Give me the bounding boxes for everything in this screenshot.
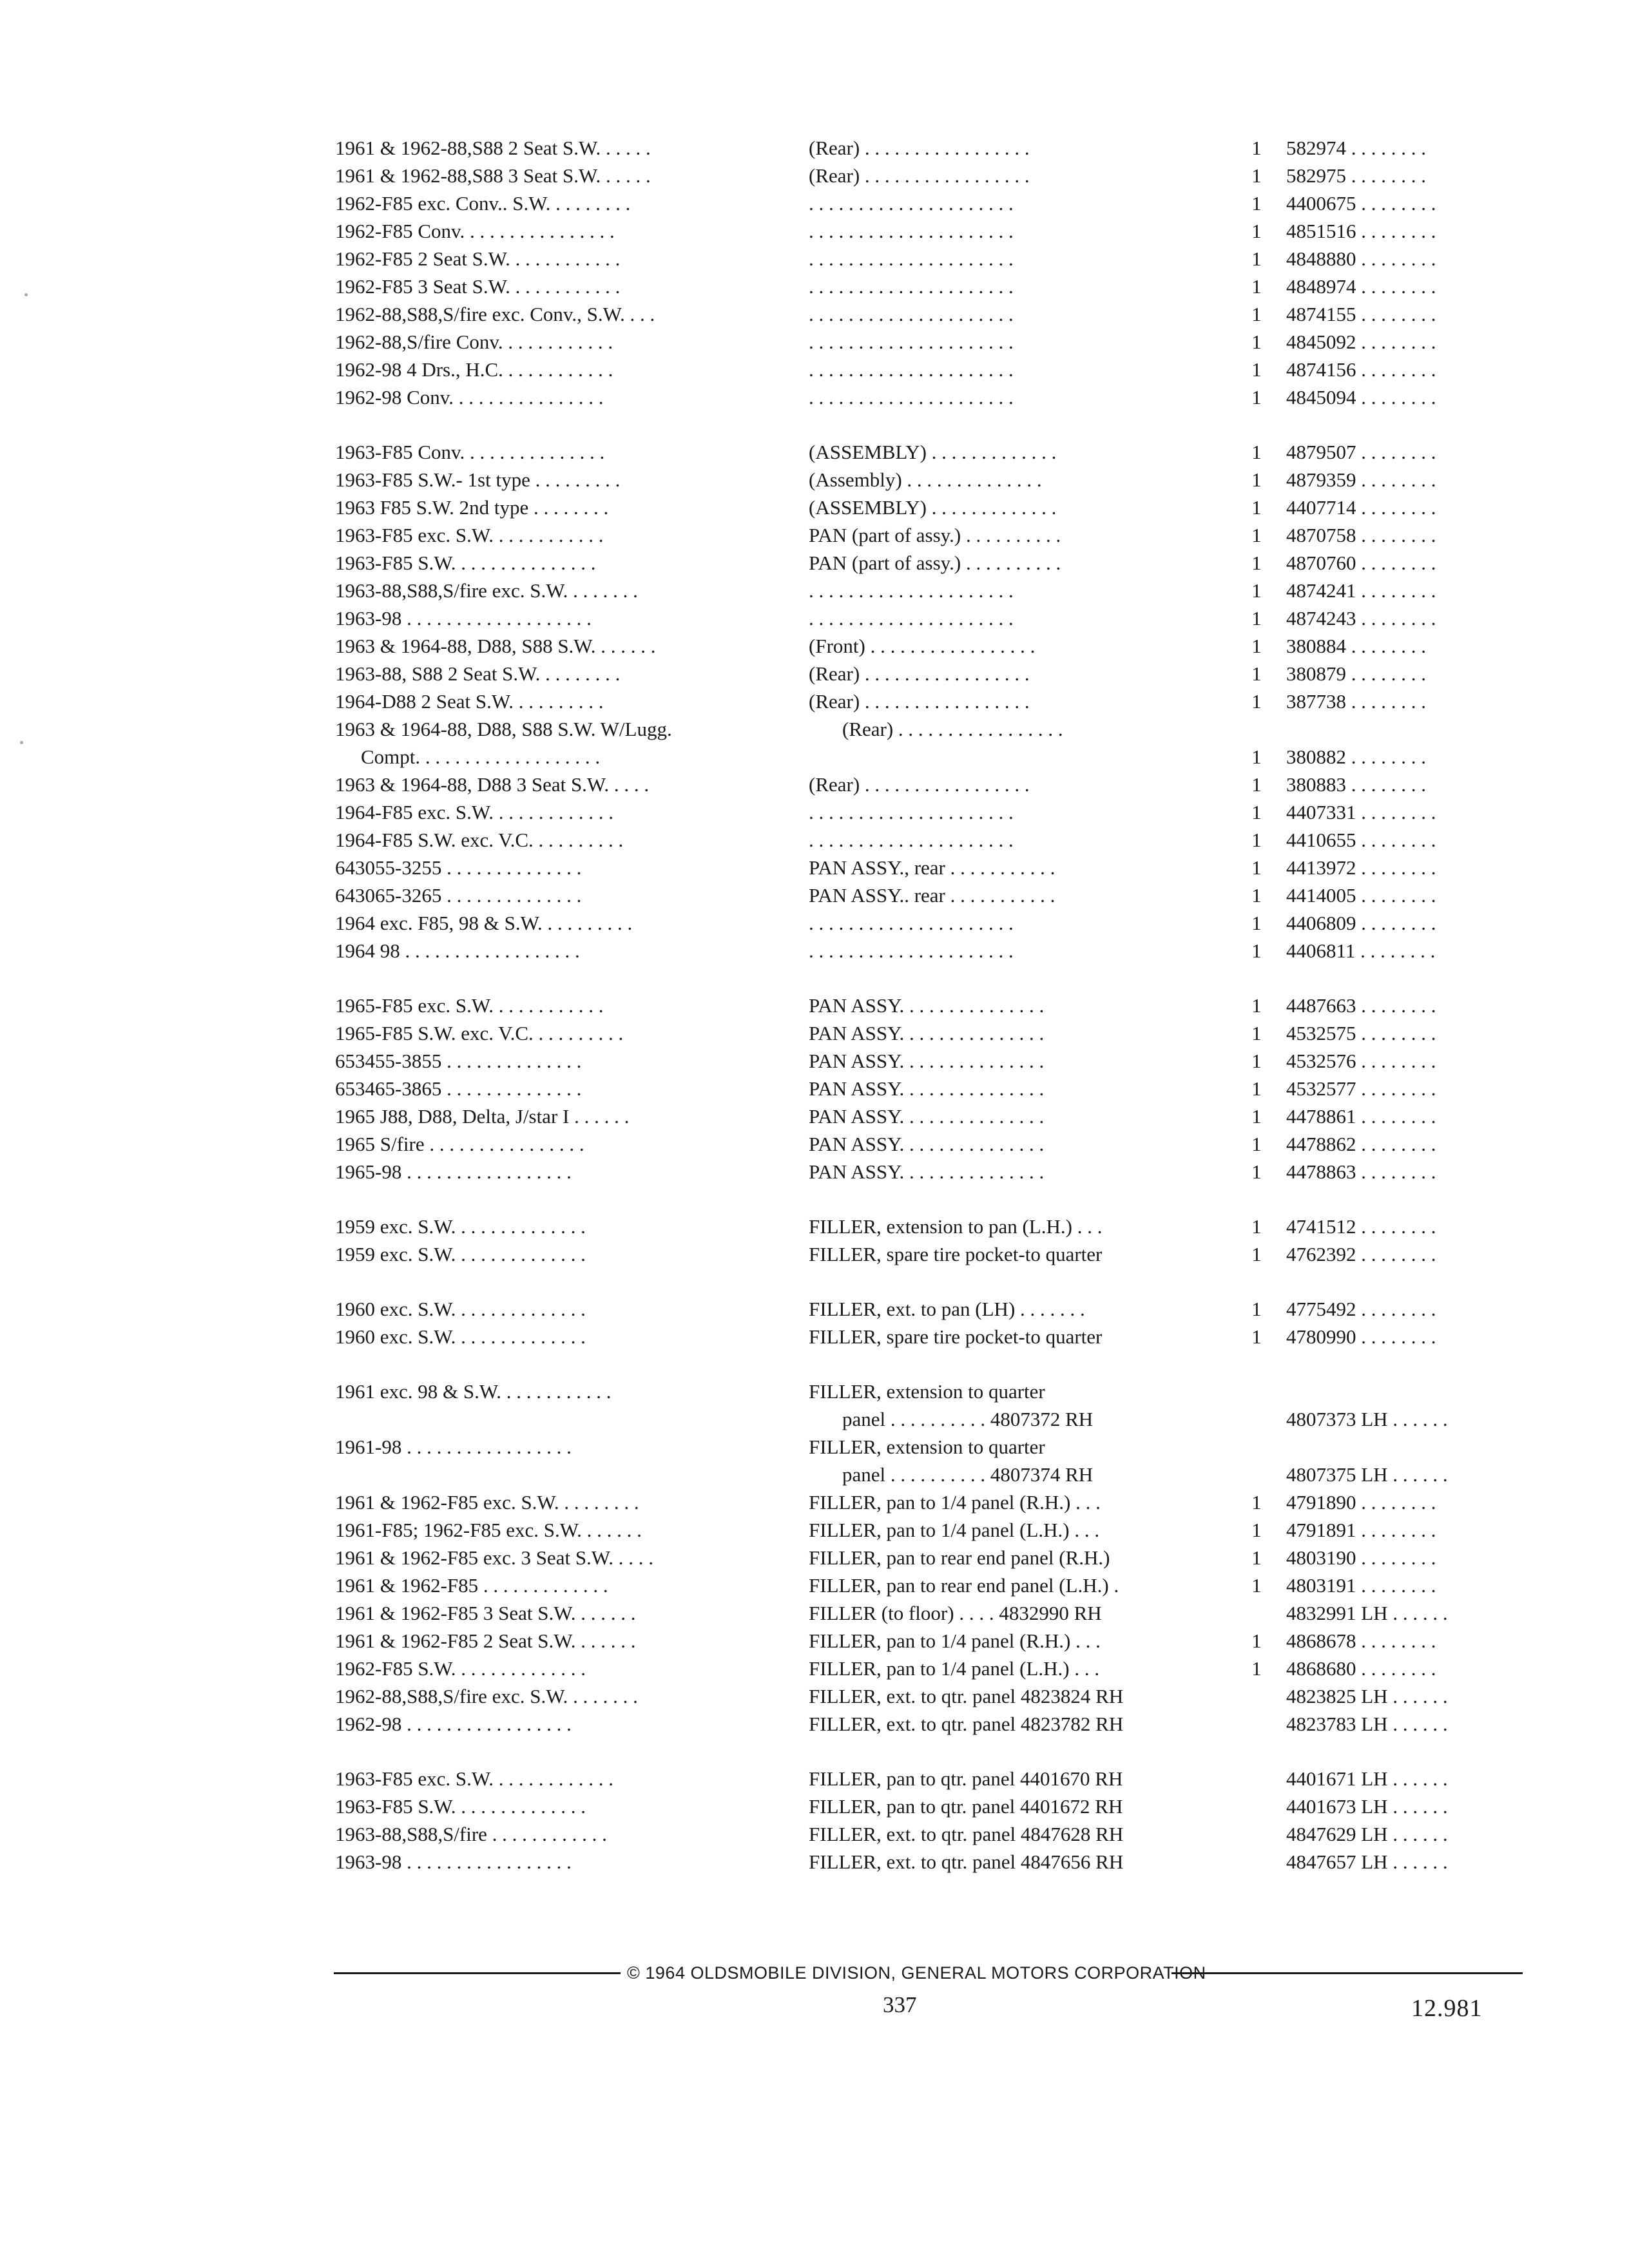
model-cell: 1964 98 . . . . . . . . . . . . . . . . . . (335, 939, 580, 962)
model-cell: 1961-F85; 1962-F85 exc. S.W. . . . . . . (335, 1519, 642, 1541)
description-cell: . . . . . . . . . . . . . . . . . . . . . (809, 303, 1014, 325)
table-row (335, 356, 1534, 383)
description-cell: FILLER, spare tire pocket-to quarter (809, 1325, 1103, 1348)
table-row (335, 632, 1534, 660)
model-cell: 1963-F85 exc. S.W. . . . . . . . . . . . . (335, 1767, 613, 1790)
description-cell: FILLER, pan to 1/4 panel (L.H.) . . . (809, 1519, 1100, 1541)
table-row (335, 1075, 1534, 1102)
description-cell: (Rear) . . . . . . . . . . . . . . . . . (809, 137, 1030, 159)
description-cell: FILLER, ext. to qtr. panel 4847656 RH (809, 1850, 1124, 1873)
table-row (335, 687, 1534, 715)
part-number-cell: 380884 . . . . . . . . (1286, 635, 1426, 657)
catalog-group (335, 1295, 1534, 1350)
description-cell: FILLER, pan to 1/4 panel (R.H.) . . . (809, 1491, 1101, 1514)
table-row (335, 937, 1534, 965)
table-row (335, 798, 1534, 826)
part-number-cell: 4532575 . . . . . . . . (1286, 1022, 1436, 1044)
table-row (335, 162, 1534, 189)
catalog-group (335, 438, 1534, 965)
model-cell: 1961-98 . . . . . . . . . . . . . . . . . (335, 1436, 572, 1458)
part-number-cell: 4487663 . . . . . . . . (1286, 994, 1436, 1017)
table-row (335, 1571, 1534, 1599)
table-row (335, 1130, 1534, 1158)
description-cell: PAN ASSY. . . . . . . . . . . . . . . (809, 1077, 1045, 1100)
model-cell (335, 715, 780, 771)
quantity-cell: 1 (1251, 331, 1262, 353)
part-number-cell: 4870760 . . . . . . . . (1286, 552, 1436, 574)
section-number: 12.981 (1411, 1995, 1483, 2022)
quantity-cell: 1 (1251, 275, 1262, 298)
table-row (335, 494, 1534, 521)
quantity-cell: 1 (1251, 994, 1262, 1017)
description-cell: . . . . . . . . . . . . . . . . . . . . . (809, 607, 1014, 629)
model-cell: 653465-3865 . . . . . . . . . . . . . . (335, 1077, 582, 1100)
part-number-cell: 4870758 . . . . . . . . (1286, 524, 1436, 546)
model-cell: 1963-88, S88 2 Seat S.W. . . . . . . . . (335, 662, 621, 685)
quantity-cell: 1 (1251, 579, 1262, 602)
table-row (335, 577, 1534, 604)
model-cell: 1961 & 1962-88,S88 2 Seat S.W. . . . . . (335, 137, 651, 159)
part-number-cell: 4532576 . . . . . . . . (1286, 1050, 1436, 1072)
description-cell: PAN ASSY., rear . . . . . . . . . . . (809, 856, 1055, 879)
part-number-cell: 4401671 LH . . . . . . (1286, 1767, 1448, 1790)
table-row (335, 1047, 1534, 1075)
description-cell: . . . . . . . . . . . . . . . . . . . . . (809, 331, 1014, 353)
quantity-cell: 1 (1251, 247, 1262, 270)
part-number-cell: 380879 . . . . . . . . (1286, 662, 1426, 685)
description-cell-line-1: FILLER, extension to quarter (809, 1436, 1045, 1458)
model-cell: 1965 S/fire . . . . . . . . . . . . . . . . (335, 1133, 584, 1155)
quantity-cell: 1 (1251, 1629, 1262, 1652)
description-cell: . . . . . . . . . . . . . . . . . . . . . (809, 801, 1014, 823)
table-row (335, 1516, 1534, 1544)
part-number-cell: 4803191 . . . . . . . . (1286, 1574, 1436, 1597)
model-cell: 1960 exc. S.W. . . . . . . . . . . . . . (335, 1325, 586, 1348)
description-cell: . . . . . . . . . . . . . . . . . . . . . (809, 220, 1014, 242)
page-number: 337 (883, 1992, 917, 2017)
table-row (335, 466, 1534, 494)
part-number-cell: 4406809 . . . . . . . . (1286, 912, 1436, 934)
quantity-cell: 1 (1251, 1243, 1262, 1265)
model-cell: 1963-F85 S.W.- 1st type . . . . . . . . . (335, 468, 621, 491)
model-cell: 1965 J88, D88, Delta, J/star I . . . . . . (335, 1105, 630, 1128)
part-number-cell: 4845094 . . . . . . . . (1286, 386, 1436, 408)
part-number-cell: 4879359 . . . . . . . . (1286, 468, 1436, 491)
model-cell: 1961 & 1962-88,S88 3 Seat S.W. . . . . . (335, 164, 651, 187)
description-cell: PAN (part of assy.) . . . . . . . . . . (809, 524, 1061, 546)
model-cell: 1965-98 . . . . . . . . . . . . . . . . . (335, 1160, 572, 1183)
quantity-cell: 1 (1251, 1160, 1262, 1183)
part-number-cell: 4791891 . . . . . . . . (1286, 1519, 1436, 1541)
quantity-cell: 1 (1251, 884, 1262, 907)
part-number-cell: 4807373 LH . . . . . . (1286, 1408, 1448, 1430)
description-cell: . . . . . . . . . . . . . . . . . . . . . (809, 275, 1014, 298)
model-cell: 1961 exc. 98 & S.W. . . . . . . . . . . . (335, 1380, 612, 1403)
model-cell: 1963-88,S88,S/fire exc. S.W. . . . . . . . (335, 579, 638, 602)
model-cell: 1962-F85 Conv. . . . . . . . . . . . . . . . (335, 220, 615, 242)
part-number-cell: 4414005 . . . . . . . . (1286, 884, 1436, 907)
quantity-cell: 1 (1251, 1657, 1262, 1680)
quantity-cell: 1 (1251, 1574, 1262, 1597)
part-number-cell: 4847629 LH . . . . . . (1286, 1823, 1448, 1845)
table-row (335, 1848, 1534, 1876)
part-number-cell: 4845092 . . . . . . . . (1286, 331, 1436, 353)
model-cell: 1961 & 1962-F85 . . . . . . . . . . . . . (335, 1574, 608, 1597)
model-cell: 1962-88,S/fire Conv. . . . . . . . . . . . (335, 331, 613, 353)
description-cell: FILLER, ext. to qtr. panel 4823824 RH (809, 1685, 1124, 1707)
table-row (335, 854, 1534, 881)
quantity-cell: 1 (1251, 1215, 1262, 1238)
table-row (335, 660, 1534, 687)
quantity-cell: 1 (1251, 1325, 1262, 1348)
table-row (335, 1240, 1534, 1268)
quantity-cell: 1 (1251, 662, 1262, 685)
description-cell: PAN ASSY. . . . . . . . . . . . . . . (809, 1022, 1045, 1044)
quantity-cell: 1 (1251, 164, 1262, 187)
part-number-cell: 4401673 LH . . . . . . (1286, 1795, 1448, 1818)
quantity-cell: 1 (1251, 1105, 1262, 1128)
quantity-cell: 1 (1251, 220, 1262, 242)
part-number-cell: 4832991 LH . . . . . . (1286, 1602, 1448, 1624)
model-cell: 643055-3255 . . . . . . . . . . . . . . (335, 856, 582, 879)
table-row (335, 245, 1534, 273)
description-cell: (Rear) . . . . . . . . . . . . . . . . . (809, 690, 1030, 713)
part-number-cell: 380883 . . . . . . . . (1286, 773, 1426, 796)
model-cell: 1964-D88 2 Seat S.W. . . . . . . . . . (335, 690, 604, 713)
model-cell: 1962-98 4 Drs., H.C. . . . . . . . . . . . (335, 358, 613, 381)
quantity-cell: 1 (1251, 524, 1262, 546)
quantity-cell: 1 (1251, 1298, 1262, 1320)
model-cell: 1962-F85 S.W. . . . . . . . . . . . . . (335, 1657, 586, 1680)
parts-catalog-table (335, 134, 1534, 1903)
part-number-cell: 4879507 . . . . . . . . (1286, 441, 1436, 463)
scan-speck (24, 293, 28, 296)
quantity-cell: 1 (1251, 137, 1262, 159)
part-number-cell: 4851516 . . . . . . . . (1286, 220, 1436, 242)
part-number-cell: 387738 . . . . . . . . (1286, 690, 1426, 713)
part-number-cell: 4410655 . . . . . . . . (1286, 829, 1436, 851)
quantity-cell: 1 (1251, 745, 1262, 768)
quantity-cell: 1 (1251, 856, 1262, 879)
table-row (335, 992, 1534, 1019)
model-cell: 1963-F85 S.W. . . . . . . . . . . . . . . (335, 552, 596, 574)
table-row (335, 217, 1534, 245)
quantity-cell: 1 (1251, 1022, 1262, 1044)
table-row (335, 1378, 1534, 1433)
model-cell: 1961 & 1962-F85 exc. 3 Seat S.W. . . . . (335, 1546, 653, 1569)
quantity-cell: 1 (1251, 773, 1262, 796)
description-cell: (Front) . . . . . . . . . . . . . . . . . (809, 635, 1036, 657)
table-row (335, 549, 1534, 577)
description-cell: PAN ASSY. . . . . . . . . . . . . . . (809, 1105, 1045, 1128)
table-row (335, 328, 1534, 356)
part-number-cell: 4848974 . . . . . . . . (1286, 275, 1436, 298)
scan-speck (20, 741, 23, 744)
table-row (335, 1323, 1534, 1350)
description-cell: FILLER, pan to qtr. panel 4401670 RH (809, 1767, 1123, 1790)
model-cell: 1962-88,S88,S/fire exc. Conv., S.W. . . . (335, 303, 655, 325)
table-row (335, 881, 1534, 909)
description-cell: FILLER, ext. to qtr. panel 4823782 RH (809, 1713, 1124, 1735)
quantity-cell: 1 (1251, 912, 1262, 934)
part-number-cell: 4847657 LH . . . . . . (1286, 1850, 1448, 1873)
description-cell: . . . . . . . . . . . . . . . . . . . . . (809, 939, 1014, 962)
table-row (335, 521, 1534, 549)
description-cell: FILLER, pan to 1/4 panel (L.H.) . . . (809, 1657, 1100, 1680)
model-cell: 643065-3265 . . . . . . . . . . . . . . (335, 884, 582, 907)
quantity-cell: 1 (1251, 468, 1262, 491)
part-number-cell: 4874241 . . . . . . . . (1286, 579, 1436, 602)
table-row (335, 1765, 1534, 1792)
description-cell: . . . . . . . . . . . . . . . . . . . . . (809, 247, 1014, 270)
description-cell: FILLER, pan to 1/4 panel (R.H.) . . . (809, 1629, 1101, 1652)
table-row (335, 134, 1534, 162)
table-row (335, 1627, 1534, 1655)
description-cell (809, 715, 1224, 743)
description-cell: (Assembly) . . . . . . . . . . . . . . (809, 468, 1042, 491)
part-number-cell: 4780990 . . . . . . . . (1286, 1325, 1436, 1348)
table-row (335, 909, 1534, 937)
part-number-cell: 4868680 . . . . . . . . (1286, 1657, 1436, 1680)
part-number-cell: 4823783 LH . . . . . . (1286, 1713, 1448, 1735)
table-row (335, 1158, 1534, 1186)
quantity-cell: 1 (1251, 386, 1262, 408)
description-cell: PAN ASSY. . . . . . . . . . . . . . . (809, 1160, 1045, 1183)
model-cell: 1962-98 Conv. . . . . . . . . . . . . . . . (335, 386, 604, 408)
table-row (335, 383, 1534, 411)
model-cell: 653455-3855 . . . . . . . . . . . . . . (335, 1050, 582, 1072)
quantity-cell: 1 (1251, 552, 1262, 574)
table-row (335, 1710, 1534, 1738)
model-cell: 1960 exc. S.W. . . . . . . . . . . . . . (335, 1298, 586, 1320)
description-cell: FILLER, spare tire pocket-to quarter (809, 1243, 1103, 1265)
quantity-cell: 1 (1251, 1133, 1262, 1155)
description-cell-line-2: panel . . . . . . . . . . 4807374 RH (842, 1463, 1094, 1486)
part-number-cell: 582974 . . . . . . . . (1286, 137, 1426, 159)
description-cell: . . . . . . . . . . . . . . . . . . . . . (809, 192, 1014, 215)
quantity-cell: 1 (1251, 358, 1262, 381)
description-cell (809, 1378, 1224, 1433)
description-cell: PAN ASSY. . . . . . . . . . . . . . . (809, 994, 1045, 1017)
model-cell: 1964 exc. F85, 98 & S.W. . . . . . . . . . (335, 912, 633, 934)
model-cell: 1959 exc. S.W. . . . . . . . . . . . . . (335, 1215, 586, 1238)
catalog-group (335, 992, 1534, 1186)
catalog-group (335, 1378, 1534, 1738)
model-cell: 1961 & 1962-F85 3 Seat S.W. . . . . . . (335, 1602, 636, 1624)
description-cell: PAN (part of assy.) . . . . . . . . . . (809, 552, 1061, 574)
catalog-group (335, 1213, 1534, 1268)
table-row (335, 1682, 1534, 1710)
catalog-group (335, 1765, 1534, 1876)
model-cell: 1963-98 . . . . . . . . . . . . . . . . . (335, 1850, 572, 1873)
model-cell: 1962-98 . . . . . . . . . . . . . . . . . (335, 1713, 572, 1735)
description-cell (809, 1433, 1224, 1488)
description-cell: . . . . . . . . . . . . . . . . . . . . . (809, 579, 1014, 602)
description-cell: . . . . . . . . . . . . . . . . . . . . . (809, 358, 1014, 381)
table-row (335, 1019, 1534, 1047)
description-cell: (Rear) . . . . . . . . . . . . . . . . . (809, 662, 1030, 685)
description-cell: FILLER, extension to pan (L.H.) . . . (809, 1215, 1103, 1238)
model-cell: 1963-F85 S.W. . . . . . . . . . . . . . (335, 1795, 586, 1818)
description-cell: FILLER, pan to rear end panel (L.H.) . (809, 1574, 1119, 1597)
description-cell: FILLER, pan to rear end panel (R.H.) (809, 1546, 1110, 1569)
part-number-cell: 4874155 . . . . . . . . (1286, 303, 1436, 325)
model-cell: 1961 & 1962-F85 2 Seat S.W. . . . . . . (335, 1629, 636, 1652)
description-cell: FILLER (to floor) . . . . 4832990 RH (809, 1602, 1102, 1624)
part-number-cell: 4791890 . . . . . . . . (1286, 1491, 1436, 1514)
model-cell: 1962-F85 2 Seat S.W. . . . . . . . . . . . (335, 247, 621, 270)
part-number-cell: 4413972 . . . . . . . . (1286, 856, 1436, 879)
quantity-cell: 1 (1251, 303, 1262, 325)
part-number-cell: 4478863 . . . . . . . . (1286, 1160, 1436, 1183)
quantity-cell: 1 (1251, 1519, 1262, 1541)
model-cell: 1963 & 1964-88, D88 3 Seat S.W. . . . . (335, 773, 650, 796)
description-cell-line-2: panel . . . . . . . . . . 4807372 RH (842, 1408, 1094, 1430)
model-cell: 1964-F85 S.W. exc. V.C. . . . . . . . . . (335, 829, 624, 851)
model-cell: 1965-F85 S.W. exc. V.C. . . . . . . . . . (335, 1022, 624, 1044)
table-row (335, 826, 1534, 854)
part-number-cell: 4407714 . . . . . . . . (1286, 496, 1436, 519)
part-number-cell: 4406811 . . . . . . . . (1286, 939, 1436, 962)
quantity-cell: 1 (1251, 690, 1262, 713)
table-row (335, 1655, 1534, 1682)
part-number-cell: 4803190 . . . . . . . . (1286, 1546, 1436, 1569)
model-cell: 1962-F85 3 Seat S.W. . . . . . . . . . . . (335, 275, 621, 298)
description-cell: PAN ASSY. . . . . . . . . . . . . . . (809, 1133, 1045, 1155)
part-number-cell: 4400675 . . . . . . . . (1286, 192, 1436, 215)
table-row (335, 771, 1534, 798)
part-number-cell: 4407331 . . . . . . . . (1286, 801, 1436, 823)
description-cell: FILLER, ext. to pan (LH) . . . . . . . (809, 1298, 1085, 1320)
model-cell: 1959 exc. S.W. . . . . . . . . . . . . . (335, 1243, 586, 1265)
model-cell-line-1: 1963 & 1964-88, D88, S88 S.W. W/Lugg. (335, 718, 672, 740)
table-row (335, 1599, 1534, 1627)
model-cell: 1961 & 1962-F85 exc. S.W. . . . . . . . . (335, 1491, 639, 1514)
part-number-cell: 4848880 . . . . . . . . (1286, 247, 1436, 270)
copyright-notice: © 1964 OLDSMOBILE DIVISION, GENERAL MOTORS CORPORATION (627, 1963, 1206, 1983)
description-cell: PAN ASSY. . . . . . . . . . . . . . . (809, 1050, 1045, 1072)
description-cell: . . . . . . . . . . . . . . . . . . . . . (809, 386, 1014, 408)
quantity-cell: 1 (1251, 939, 1262, 962)
table-row (335, 715, 1534, 771)
model-cell: 1962-88,S88,S/fire exc. S.W. . . . . . . . (335, 1685, 638, 1707)
table-row (335, 273, 1534, 300)
quantity-cell: 1 (1251, 607, 1262, 629)
part-number-cell: 4807375 LH . . . . . . (1286, 1463, 1448, 1486)
description-cell: . . . . . . . . . . . . . . . . . . . . . (809, 912, 1014, 934)
quantity-cell: 1 (1251, 1050, 1262, 1072)
description-cell: PAN ASSY.. rear . . . . . . . . . . . (809, 884, 1055, 907)
quantity-cell: 1 (1251, 496, 1262, 519)
table-row (335, 1295, 1534, 1323)
table-row (335, 1433, 1534, 1488)
part-number-cell: 380882 . . . . . . . . (1286, 745, 1426, 768)
part-number-cell: 4868678 . . . . . . . . (1286, 1629, 1436, 1652)
part-number-cell: 582975 . . . . . . . . (1286, 164, 1426, 187)
description-cell-line-1: FILLER, extension to quarter (809, 1380, 1045, 1403)
model-cell: 1964-F85 exc. S.W. . . . . . . . . . . . . (335, 801, 613, 823)
part-number-cell: 4874243 . . . . . . . . (1286, 607, 1436, 629)
quantity-cell: 1 (1251, 801, 1262, 823)
part-number-cell: 4874156 . . . . . . . . (1286, 358, 1436, 381)
description-cell: FILLER, ext. to qtr. panel 4847628 RH (809, 1823, 1124, 1845)
model-cell: 1965-F85 exc. S.W. . . . . . . . . . . . (335, 994, 604, 1017)
quantity-cell: 1 (1251, 635, 1262, 657)
description-cell: (Rear) . . . . . . . . . . . . . . . . . (809, 164, 1030, 187)
table-row (335, 438, 1534, 466)
description-cell: (ASSEMBLY) . . . . . . . . . . . . . (809, 441, 1057, 463)
part-number-cell: 4741512 . . . . . . . . (1286, 1215, 1436, 1238)
part-number-cell: 4532577 . . . . . . . . (1286, 1077, 1436, 1100)
part-number-cell: 4823825 LH . . . . . . (1286, 1685, 1448, 1707)
description-cell-line-2: (Rear) . . . . . . . . . . . . . . . . . (842, 718, 1063, 740)
quantity-cell: 1 (1251, 1491, 1262, 1514)
model-cell-line-2: Compt. . . . . . . . . . . . . . . . . . . (361, 745, 601, 768)
quantity-cell: 1 (1251, 192, 1262, 215)
model-cell: 1963 & 1964-88, D88, S88 S.W. . . . . . . (335, 635, 656, 657)
table-row (335, 189, 1534, 217)
part-number-cell: 4762392 . . . . . . . . (1286, 1243, 1436, 1265)
footer-rule-right (1171, 1972, 1523, 1974)
table-row (335, 1213, 1534, 1240)
catalog-group (335, 134, 1534, 411)
part-number-cell: 4775492 . . . . . . . . (1286, 1298, 1436, 1320)
quantity-cell: 1 (1251, 1546, 1262, 1569)
quantity-cell: 1 (1251, 441, 1262, 463)
model-cell: 1963 F85 S.W. 2nd type . . . . . . . . (335, 496, 609, 519)
quantity-cell: 1 (1251, 1077, 1262, 1100)
quantity-cell: 1 (1251, 829, 1262, 851)
table-row (335, 604, 1534, 632)
part-number-cell: 4478861 . . . . . . . . (1286, 1105, 1436, 1128)
table-row (335, 1544, 1534, 1571)
copyright-footer (334, 1962, 1523, 1984)
description-cell: . . . . . . . . . . . . . . . . . . . . . (809, 829, 1014, 851)
table-row (335, 1488, 1534, 1516)
model-cell: 1963-F85 Conv. . . . . . . . . . . . . . . (335, 441, 605, 463)
table-row (335, 300, 1534, 328)
model-cell: 1963-F85 exc. S.W. . . . . . . . . . . . (335, 524, 604, 546)
model-cell: 1963-98 . . . . . . . . . . . . . . . . . . . (335, 607, 592, 629)
part-number-cell: 4478862 . . . . . . . . (1286, 1133, 1436, 1155)
model-cell: 1963-88,S88,S/fire . . . . . . . . . . . . (335, 1823, 607, 1845)
description-cell: (Rear) . . . . . . . . . . . . . . . . . (809, 773, 1030, 796)
model-cell: 1962-F85 exc. Conv.. S.W. . . . . . . . . (335, 192, 631, 215)
table-row (335, 1792, 1534, 1820)
description-cell: FILLER, pan to qtr. panel 4401672 RH (809, 1795, 1123, 1818)
footer-rule-left (334, 1972, 621, 1974)
table-row (335, 1820, 1534, 1848)
description-cell: (ASSEMBLY) . . . . . . . . . . . . . (809, 496, 1057, 519)
table-row (335, 1102, 1534, 1130)
